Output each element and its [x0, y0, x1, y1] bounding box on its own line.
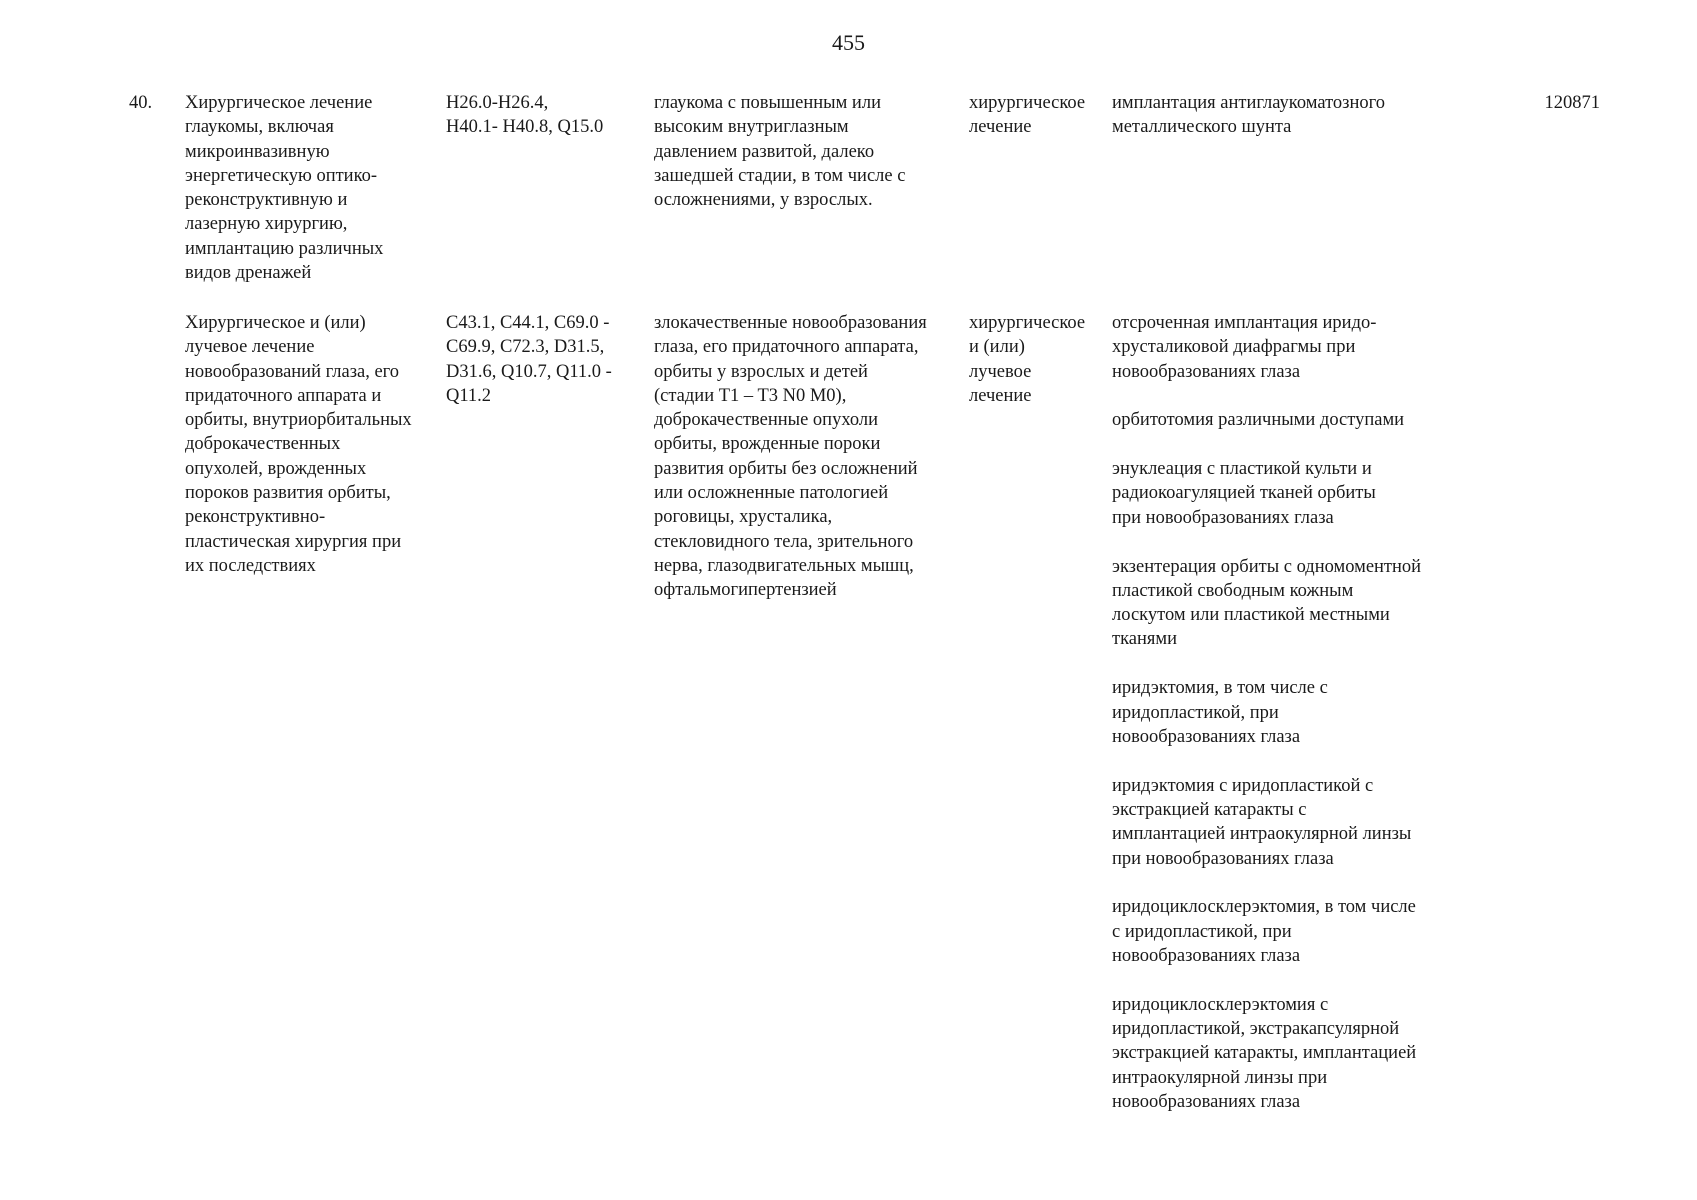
text-line: C69.9, C72.3, D31.5,: [446, 337, 605, 358]
method-item: [1112, 676, 1477, 749]
text-line: лучевое: [969, 361, 1032, 382]
text-line: радиокоагуляцией тканей орбиты: [1112, 483, 1376, 504]
text-line: роговицы, хрусталика,: [654, 507, 833, 528]
text-line: Q11.2: [446, 385, 492, 406]
text-line: интраокулярной линзы при: [1112, 1067, 1328, 1088]
treatment-methods: [1112, 91, 1477, 140]
patient-model: [654, 91, 966, 212]
cost-value: 120871: [1544, 93, 1600, 113]
icd-codes: [446, 91, 646, 140]
text-line: лазерную хирургию,: [185, 214, 348, 235]
text-line: стекловидного тела, зрительного: [654, 531, 914, 552]
icd-codes: [446, 311, 646, 408]
text-line: иридоциклосклерэктомия, в том числе: [1112, 897, 1416, 918]
text-line: Хирургическое лечение: [185, 93, 373, 113]
text-line: экстракцией катаракты с: [1112, 799, 1307, 820]
text-line: имплантация антиглаукоматозного: [1112, 93, 1385, 113]
text-line: осложнениями, у взрослых.: [654, 190, 873, 211]
text-line: высоким внутриглазным: [654, 117, 849, 138]
text-line: глаукома с повышенным или: [654, 93, 881, 113]
text-line: орбиты, внутриорбитальных: [185, 410, 412, 431]
method-item: [1112, 555, 1477, 652]
method-item: [1112, 457, 1477, 530]
text-line: нерва, глазодвигательных мышц,: [654, 555, 914, 576]
text-line: Хирургическое и (или): [185, 313, 366, 333]
text-line: тканями: [1112, 629, 1178, 650]
page-number: 455: [832, 30, 865, 55]
text-line: (стадии T1 – T3 N0 M0),: [654, 385, 847, 406]
text-line: иридоциклосклерэктомия с: [1112, 994, 1329, 1015]
text-line: экстракцией катаракты, имплантацией: [1112, 1043, 1417, 1064]
text-line: иридэктомия с иридопластикой с: [1112, 775, 1374, 796]
text-line: иридопластикой, при: [1112, 702, 1279, 723]
text-line: хирургическое: [969, 313, 1086, 333]
treatment-type: [969, 91, 1105, 140]
text-line: зашедшей стадии, в том числе с: [654, 165, 906, 186]
text-line: энергетическую оптико-: [185, 165, 378, 186]
text-line: офтальмогипертензией: [654, 580, 837, 601]
text-line: металлического шунта: [1112, 117, 1292, 138]
text-line: имплантацию различных: [185, 238, 384, 259]
text-line: C43.1, C44.1, C69.0 -: [446, 313, 610, 333]
text-line: доброкачественные опухоли: [654, 410, 879, 431]
text-line: лечение: [969, 385, 1032, 406]
text-line: реконструктивную и: [185, 190, 348, 211]
method-item: [1112, 311, 1477, 384]
text-line: хрусталиковой диафрагмы при: [1112, 337, 1356, 358]
text-line: при новообразованиях глаза: [1112, 848, 1334, 869]
text-line: H26.0-H26.4,: [446, 93, 549, 113]
text-line: орбиты, врожденные пороки: [654, 434, 881, 455]
text-line: пороков развития орбиты,: [185, 483, 391, 504]
text-line: или осложненные патологией: [654, 483, 889, 504]
text-line: пластикой свободным кожным: [1112, 580, 1354, 601]
text-line: иридопластикой, экстракапсулярной: [1112, 1019, 1400, 1040]
text-line: при новообразованиях глаза: [1112, 507, 1334, 528]
text-line: видов дренажей: [185, 263, 312, 284]
text-line: экзентерация орбиты с одномоментной: [1112, 556, 1422, 577]
text-line: доброкачественных: [185, 434, 341, 455]
care-type-name: [185, 311, 437, 578]
text-line: опухолей, врожденных: [185, 458, 367, 479]
text-line: глаукомы, включая: [185, 117, 334, 138]
text-line: реконструктивно-: [185, 507, 326, 528]
text-line: хирургическое: [969, 93, 1086, 113]
method-item: [1112, 91, 1477, 140]
text-line: и (или): [969, 337, 1025, 358]
text-line: новообразований глаза, его: [185, 361, 400, 382]
text-line: микроинвазивную: [185, 141, 330, 162]
method-item: [1112, 895, 1477, 968]
text-line: давлением развитой, далеко: [654, 141, 875, 162]
text-line: лечение: [969, 117, 1032, 138]
text-line: отсроченная имплантация иридо-: [1112, 313, 1377, 333]
treatment-methods: [1112, 311, 1477, 1114]
row-number: 40.: [129, 93, 153, 113]
text-line: их последствиях: [185, 555, 316, 576]
text-line: глаза, его придаточного аппарата,: [654, 337, 919, 358]
text-line: новообразованиях глаза: [1112, 726, 1301, 747]
method-item: [1112, 774, 1477, 871]
text-line: новообразованиях глаза: [1112, 361, 1301, 382]
text-line: иридэктомия, в том числе с: [1112, 678, 1328, 699]
text-line: злокачественные новообразования: [654, 313, 927, 333]
text-line: энуклеация с пластикой культи и: [1112, 459, 1372, 480]
text-line: придаточного аппарата и: [185, 385, 382, 406]
text-line: пластическая хирургия при: [185, 531, 402, 552]
treatment-type: [969, 311, 1105, 408]
text-line: развития орбиты без осложнений: [654, 458, 918, 479]
patient-model: [654, 311, 966, 603]
text-line: имплантацией интраокулярной линзы: [1112, 824, 1412, 845]
text-line: орбитотомия различными доступами: [1112, 410, 1405, 431]
text-line: H40.1- H40.8, Q15.0: [446, 117, 604, 138]
method-item: [1112, 408, 1477, 432]
text-line: новообразованиях глаза: [1112, 945, 1301, 966]
text-line: орбиты у взрослых и детей: [654, 361, 868, 382]
text-line: D31.6, Q10.7, Q11.0 -: [446, 361, 612, 382]
care-type-name: [185, 91, 437, 285]
method-item: [1112, 993, 1477, 1114]
text-line: с иридопластикой, при: [1112, 921, 1292, 942]
text-line: лоскутом или пластикой местными: [1112, 605, 1390, 626]
text-line: новообразованиях глаза: [1112, 1091, 1301, 1112]
text-line: лучевое лечение: [185, 337, 315, 358]
